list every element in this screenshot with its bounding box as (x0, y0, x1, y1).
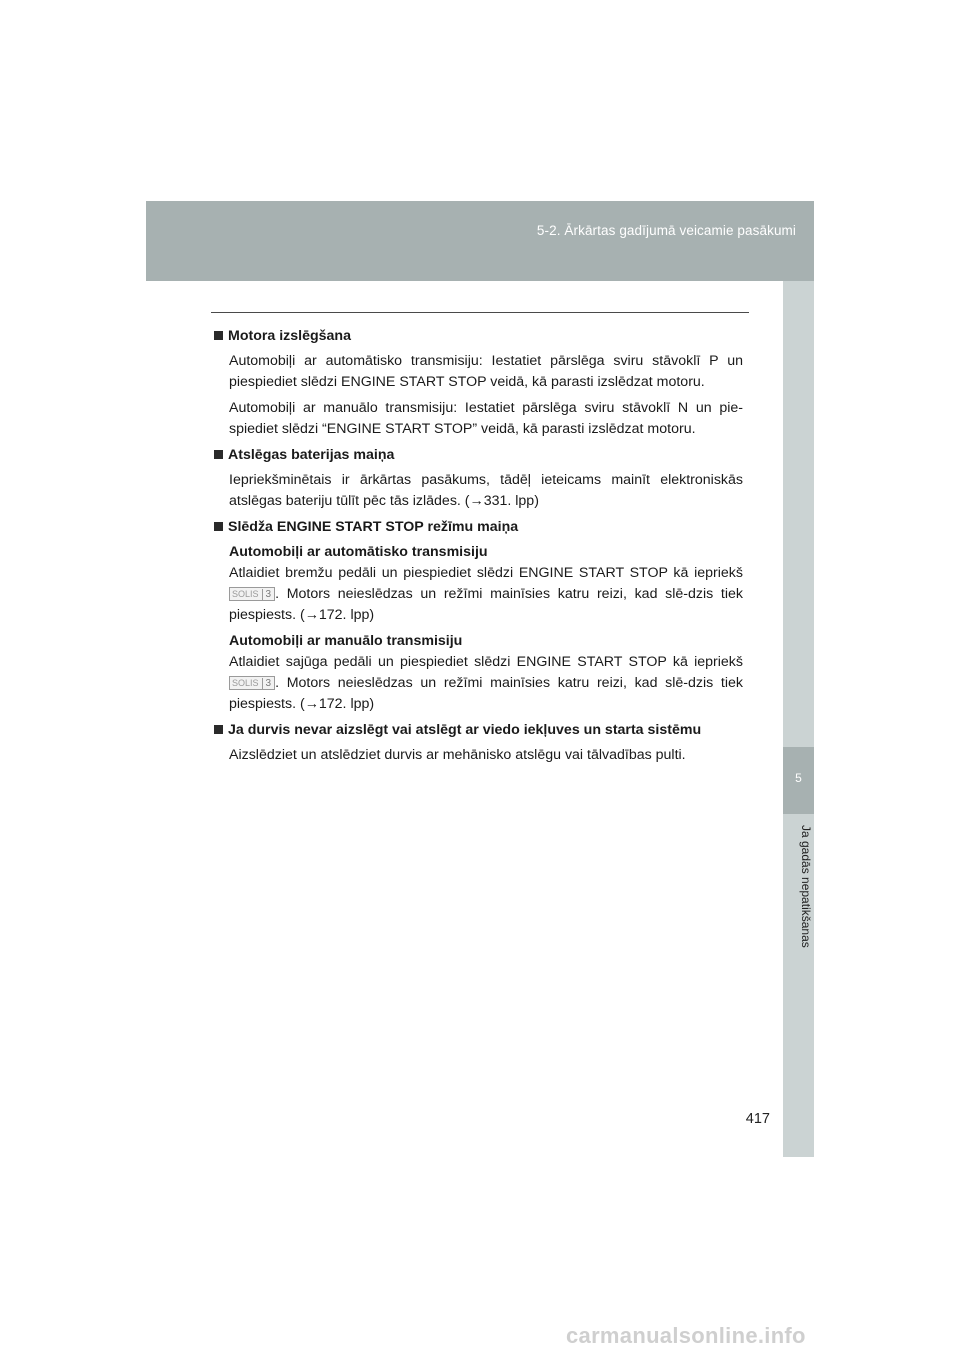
section-title-mode-change: Slēdža ENGINE START STOP režīmu maiņa (214, 517, 743, 538)
step-badge-label: SOLIS (232, 589, 259, 599)
chapter-label: Ja gadās nepatikšanas (799, 825, 813, 948)
text: Atlaidiet sajūga pedāli un piespiediet slēdzi ENGINE START STOP kā iepriekš (229, 654, 743, 670)
section-title-key-battery: Atslēgas baterijas maiņa (214, 445, 743, 466)
top-rule (211, 312, 749, 313)
page-number: 417 (745, 1111, 770, 1127)
step-badge (229, 587, 275, 601)
text: . Motors neieslēdzas un režīmi mainīsies katru reizi, kad slē-dzis tiek piespiests. (→172. lpp) (229, 675, 743, 712)
paragraph: Automobiļi ar manuālo transmisiju: Iestatiet pārslēga sviru stāvoklī N un pie-spiediet slēdzi “ENGINE START STOP” veidā, kā parasti izslēdzat motoru. (229, 400, 743, 437)
paragraph: Aizslēdziet un atslēdziet durvis ar mehānisko atslēgu vai tālvadības pulti. (229, 747, 686, 763)
watermark: carmanualsonline.info (566, 1323, 806, 1348)
subheading-manual: Automobiļi ar manuālo transmisiju (229, 633, 463, 649)
step-badge-number: 3 (262, 589, 275, 601)
step-badge-label: SOLIS (232, 678, 259, 688)
step-badge-number: 3 (262, 678, 275, 690)
paragraph-manual (229, 631, 743, 715)
chapter-tab (783, 747, 814, 814)
paragraph: Iepriekšminētais ir ārkārtas pasākums, tādēļ ieteicams mainīt elektroniskās atslēgas bateriju tūlīt pēc tās izlādes. (→331. lpp) (229, 472, 743, 509)
chapter-number: 5 (795, 771, 802, 785)
section-title-engine-off: Motora izslēgšana (214, 326, 743, 347)
section-header-title: 5-2. Ārkārtas gadījumā veicamie pasākumi (536, 223, 796, 238)
text: . Motors neieslēdzas un režīmi mainīsies katru reizi, kad slē-dzis tiek piespiests. (→172. lpp) (229, 586, 743, 623)
step-badge (229, 676, 275, 690)
section-title-smart-entry: Ja durvis nevar aizslēgt vai atslēgt ar viedo iekļuves un starta sistēmu (214, 720, 743, 741)
main-content (214, 326, 743, 771)
paragraph: Automobiļi ar automātisko transmisiju: Iestatiet pārslēga sviru stāvoklī P un piespiediet slēdzi ENGINE START STOP veidā, kā parasti izslēdzat motoru. (229, 353, 743, 390)
side-strip (783, 281, 814, 1157)
header-band (146, 201, 814, 281)
text: Atlaidiet bremžu pedāli un piespiediet slēdzi ENGINE START STOP kā iepriekš (229, 565, 743, 581)
paragraph-automatic (229, 542, 743, 626)
subheading-automatic: Automobiļi ar automātisko transmisiju (229, 544, 488, 560)
